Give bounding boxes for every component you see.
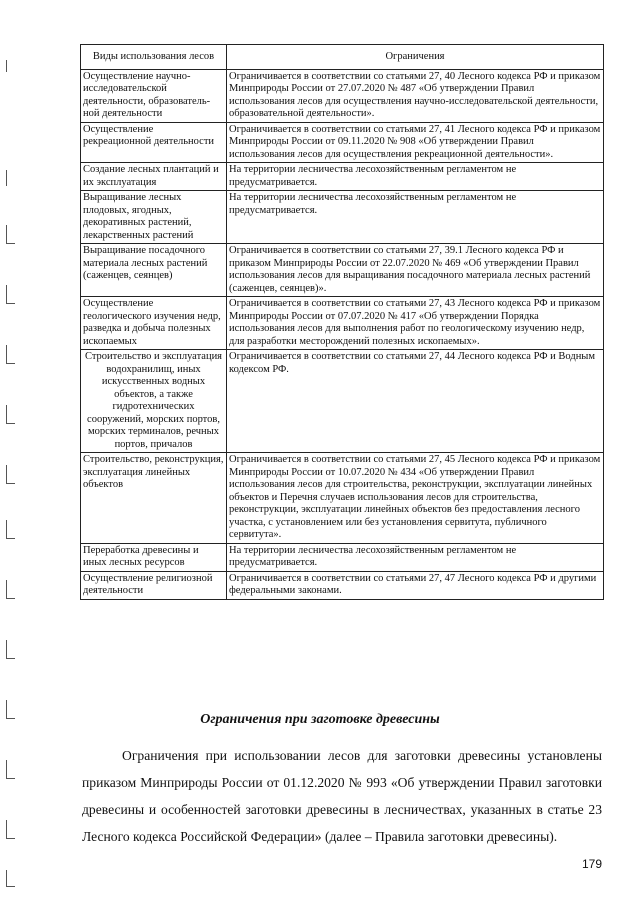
- restriction-cell: На территории лесничества лесохозяйственным регламентом не предусматривается.: [227, 543, 604, 571]
- forest-use-cell: Осуществление геологического изучения недр, разведка и добыча полезных ископаемых: [81, 297, 227, 350]
- body-paragraph: Ограничения при использовании лесов для заготовки древесины установлены приказом Минприроды России от 01.12.2020 № 993 «Об утверждении Правил заготовки древесины и особенностей заготовки древесины в лесничествах, указанных в статье 23 Лесного кодекса Российской Федерации» (далее – Правила заготовки древесины).: [82, 748, 602, 844]
- header-forest-use: Виды использования лесов: [81, 45, 227, 70]
- restriction-cell: Ограничивается в соответствии со статьями 27, 43 Лесного кодекса РФ и приказом Минприроды России от 07.07.2020 № 417 «Об утверждении Порядка использования лесов для выполнения работ по геологическому изучению недр, для разработки месторождений полезных ископаемых».: [227, 297, 604, 350]
- page-number: 179: [581, 857, 602, 871]
- table-row: [81, 69, 604, 122]
- margin-mark: [6, 760, 15, 779]
- forest-use-cell: Выращивание лесных плодовых, ягодных, декоративных растений, лекарственных растений: [81, 191, 227, 244]
- margin-mark: [6, 345, 15, 364]
- forest-use-restrictions-table: [80, 44, 604, 600]
- restriction-cell: На территории лесничества лесохозяйственным регламентом не предусматривается.: [227, 191, 604, 244]
- margin-mark: [6, 640, 15, 659]
- margin-mark: [6, 225, 15, 244]
- header-restrictions: Ограничения: [227, 45, 604, 70]
- table-row: [81, 244, 604, 297]
- forest-use-cell: Создание лесных плантаций и их эксплуатация: [81, 163, 227, 191]
- table-row: [81, 297, 604, 350]
- restriction-cell: Ограничивается в соответствии со статьями 27, 39.1 Лесного кодекса РФ и приказом Минприроды России от 22.07.2020 № 469 «Об утверждении Правил использования лесов для выращивания посадочного материала лесных растений (саженцев, сеянцев)».: [227, 244, 604, 297]
- restriction-cell: Ограничивается в соответствии со статьями 27, 40 Лесного кодекса РФ и приказом Минприроды России от 27.07.2020 № 487 «Об утверждении Правил использования лесов для осуществления научно-исследовательской деятельности, образовательной деятельности».: [227, 69, 604, 122]
- margin-mark: [6, 520, 15, 539]
- restriction-cell: Ограничивается в соответствии со статьями 27, 47 Лесного кодекса РФ и другими федеральными законами.: [227, 571, 604, 599]
- table-row: [81, 571, 604, 599]
- table-row: [81, 543, 604, 571]
- table-header-row: [81, 45, 604, 70]
- forest-use-cell: Строительство, реконструкция, эксплуатация линейных объектов: [81, 453, 227, 544]
- forest-use-cell: Строительство и эксплуатация водохранилищ, иных искусственных водных объектов, а также гидротехнических сооружений, морских портов, морских терминалов, речных портов, причалов: [81, 350, 227, 453]
- table-row: [81, 453, 604, 544]
- restriction-cell: На территории лесничества лесохозяйственным регламентом не предусматривается.: [227, 163, 604, 191]
- forest-use-cell: Выращивание посадочного материала лесных растений (саженцев, сеянцев): [81, 244, 227, 297]
- restriction-cell: Ограничивается в соответствии со статьями 27, 44 Лесного кодекса РФ и Водным кодексом РФ.: [227, 350, 604, 453]
- table-row: [81, 163, 604, 191]
- margin-mark: [6, 285, 15, 304]
- margin-mark: [6, 60, 15, 72]
- forest-use-cell: Осуществление религиозной деятельности: [81, 571, 227, 599]
- table-row: [81, 122, 604, 163]
- forest-use-cell: Осуществление рекреационной деятельности: [81, 122, 227, 163]
- forest-use-cell: Переработка древесины и иных лесных ресурсов: [81, 543, 227, 571]
- table-row: [81, 191, 604, 244]
- restriction-cell: Ограничивается в соответствии со статьями 27, 41 Лесного кодекса РФ и приказом Минприроды России от 09.11.2020 № 908 «Об утверждении Правил использования лесов для осуществления рекреационной деятельности».: [227, 122, 604, 163]
- table-row: [81, 350, 604, 453]
- margin-mark: [6, 870, 15, 887]
- margin-mark: [6, 465, 15, 484]
- section-heading: Ограничения при заготовке древесины: [200, 712, 440, 727]
- binding-margin-marks: [0, 0, 18, 905]
- forest-use-cell: Осуществление научно-исследовательской деятельности, образователь-ной деятельности: [81, 69, 227, 122]
- margin-mark: [6, 580, 15, 599]
- margin-mark: [6, 820, 15, 839]
- margin-mark: [6, 405, 15, 424]
- restriction-cell: Ограничивается в соответствии со статьями 27, 45 Лесного кодекса РФ и приказом Минприроды России от 10.07.2020 № 434 «Об утверждении Правил использования лесов для строительства, реконструкции, эксплуатации линейных объектов и Перечня случаев использования лесов для строительства, реконструкции, эксплуатации линейных объектов без предоставления лесного участка, с установлением или без установления сервитута, публичного сервитута».: [227, 453, 604, 544]
- margin-mark: [6, 170, 15, 186]
